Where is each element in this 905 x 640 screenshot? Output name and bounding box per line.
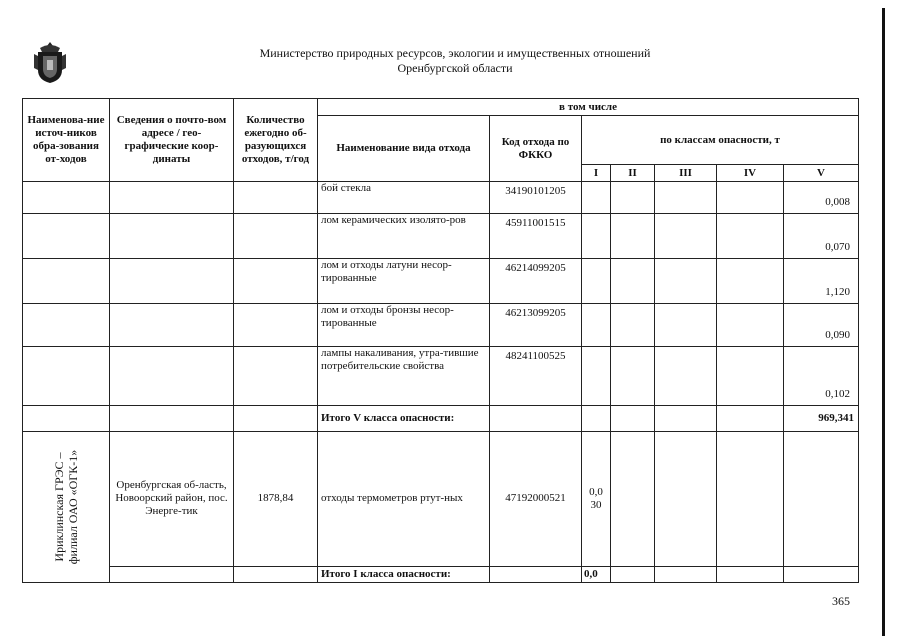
- total-value: 969,341: [784, 406, 859, 432]
- waste-name: лом керамических изолято-ров: [318, 214, 490, 259]
- class-i-value: 0,0 30: [582, 432, 611, 567]
- coat-of-arms-icon: [34, 40, 66, 84]
- col-header-by-class: по классам опасности, т: [582, 116, 859, 165]
- waste-code: 46213099205: [490, 304, 582, 347]
- col-header-waste-name: Наименование вида отхода: [318, 116, 490, 182]
- waste-code: 48241100525: [490, 347, 582, 406]
- waste-name: отходы термометров ртут-ных: [318, 432, 490, 567]
- col-header-class-ii: II: [611, 165, 655, 182]
- table-row: [23, 259, 859, 304]
- col-header-quantity: Количество ежегодно об-разующихся отходов, т/год: [234, 99, 318, 182]
- table-row: [23, 304, 859, 347]
- class-v-value: 0,090: [784, 304, 859, 347]
- class-v-value: 0,102: [784, 347, 859, 406]
- waste-name: лом и отходы бронзы несор-тированные: [318, 304, 490, 347]
- col-header-address: Сведения о почто-вом адресе / гео-графические коор-динаты: [110, 99, 234, 182]
- col-header-code: Код отхода по ФККО: [490, 116, 582, 182]
- waste-name: лампы накаливания, утра-тившие потребительские свойства: [318, 347, 490, 406]
- page-edge-line: [882, 8, 885, 636]
- table-row: [23, 347, 859, 406]
- class-v-value: 0,070: [784, 214, 859, 259]
- waste-code: 46214099205: [490, 259, 582, 304]
- table-row: [23, 214, 859, 259]
- waste-code: 34190101205: [490, 182, 582, 214]
- source-address: Оренбургская об-ласть, Новоорский район, пос. Энерге-тик: [110, 432, 234, 567]
- table-row: [23, 182, 859, 214]
- class-v-value: 1,120: [784, 259, 859, 304]
- col-header-including: в том числе: [318, 99, 859, 116]
- col-header-class-v: V: [784, 165, 859, 182]
- col-header-class-iii: III: [655, 165, 717, 182]
- waste-code: 47192000521: [490, 432, 582, 567]
- total-row-class-v: [23, 406, 859, 432]
- ministry-name: Министерство природных ресурсов, экологии и имущественных отношений: [259, 46, 651, 60]
- total-label: Итого I класса опасности:: [318, 566, 490, 582]
- waste-name: лом и отходы латуни несор-тированные: [318, 259, 490, 304]
- total-label: Итого V класса опасности:: [318, 406, 490, 432]
- col-header-source: Наименова-ние источ-ников обра-зования от-ходов: [23, 99, 110, 182]
- col-header-class-iv: IV: [717, 165, 784, 182]
- region-name: Оренбургской области: [397, 61, 513, 75]
- waste-name: бой стекла: [318, 182, 490, 214]
- table-row: [23, 432, 859, 567]
- waste-code: 45911001515: [490, 214, 582, 259]
- source-name: Ириклинская ГРЭС – филиал ОАО «ОГК-1»: [52, 449, 80, 565]
- total-value: 0,0: [582, 566, 611, 582]
- page-number: 365: [832, 594, 850, 608]
- col-header-class-i: I: [582, 165, 611, 182]
- total-row-class-i: [23, 566, 859, 582]
- class-v-value: 0,008: [784, 182, 859, 214]
- waste-table: [22, 98, 859, 583]
- source-quantity: 1878,84: [234, 432, 318, 567]
